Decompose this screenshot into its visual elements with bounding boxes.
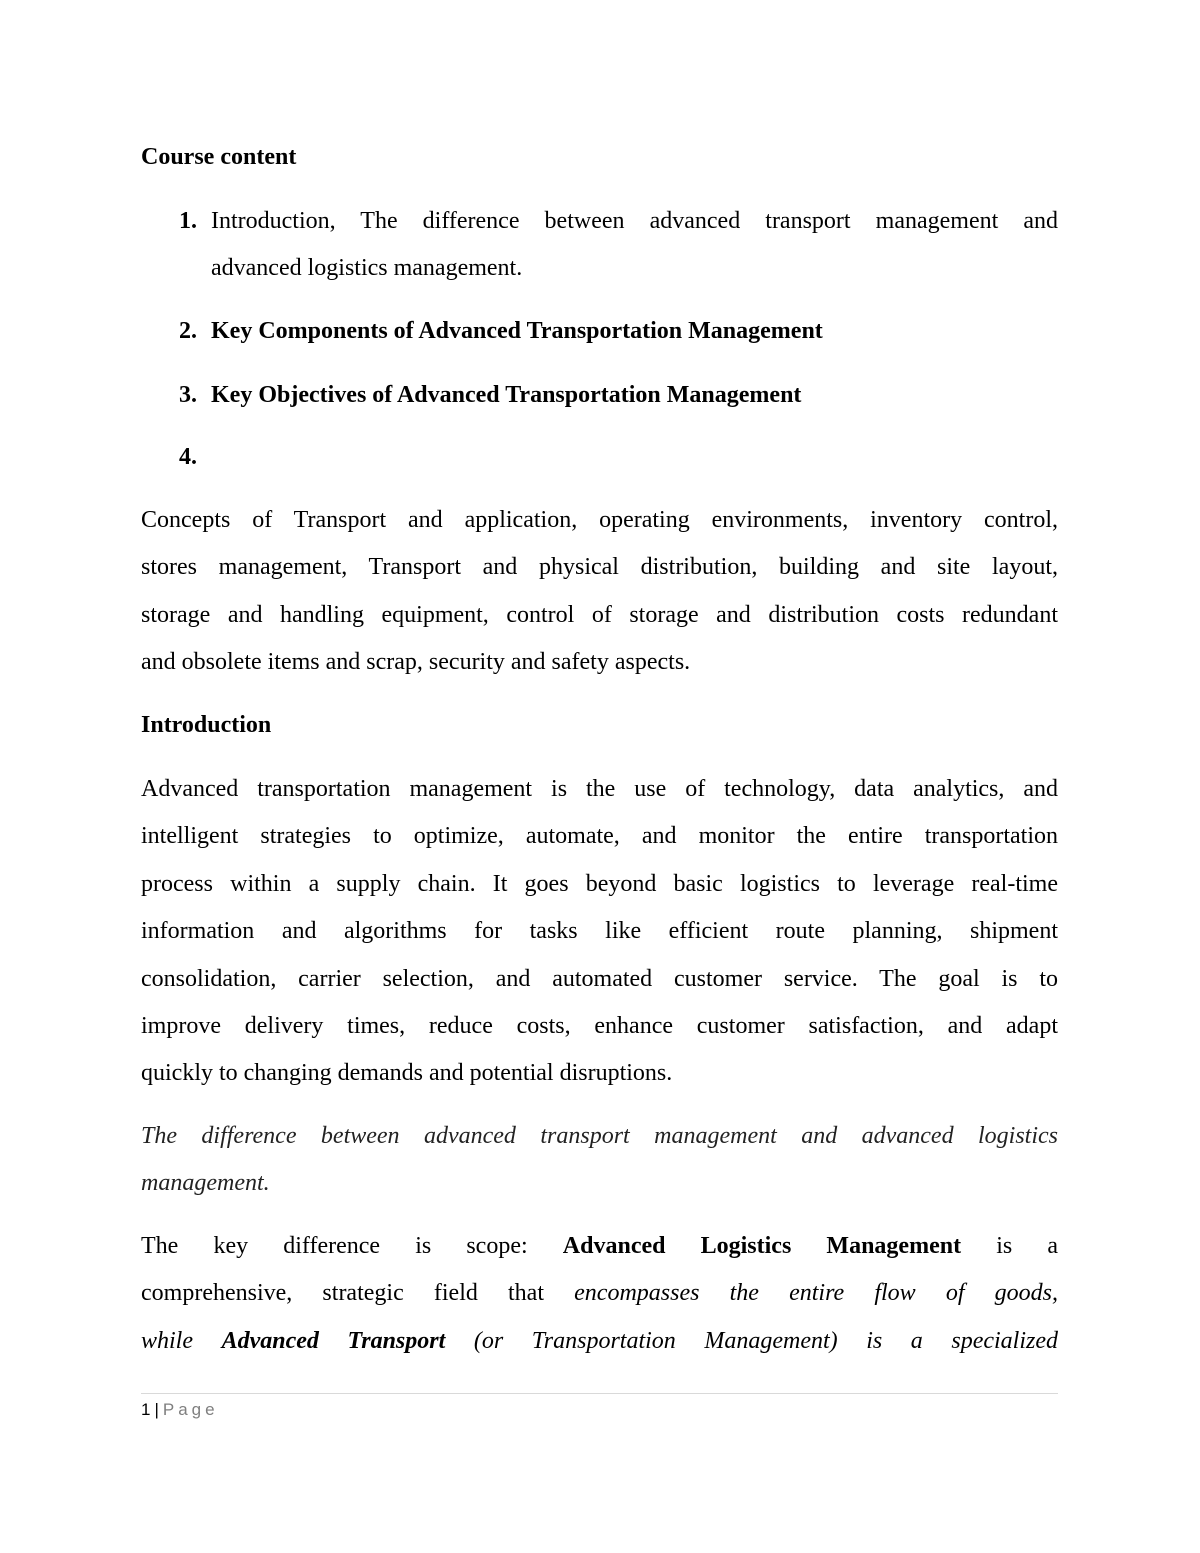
footer-separator: |	[154, 1400, 159, 1419]
italic-run: (or Transportation Management) is a specialized	[473, 1327, 1058, 1354]
text-line: Concepts of Transport and application, operating environments, inventory control,	[141, 507, 1058, 533]
page-number: 1	[141, 1400, 151, 1419]
text-run: The key difference is scope:	[141, 1233, 528, 1259]
bold-run: Advanced Logistics Management	[562, 1233, 962, 1259]
text-line	[141, 1318, 1058, 1365]
introduction-heading: Introduction	[141, 712, 272, 738]
italic-run: encompasses the entire flow of goods,	[574, 1280, 1058, 1307]
page-footer	[141, 1400, 219, 1420]
text-line: quickly to changing demands and potential disruptions.	[141, 1060, 673, 1087]
text-line: and obsolete items and scrap, security and safety aspects.	[141, 649, 691, 676]
text-line: management.	[141, 1170, 270, 1197]
text-line: stores management, Transport and physical distribution, building and site layout,	[141, 554, 1058, 581]
list-number: 3.	[179, 382, 197, 408]
concepts-paragraph	[141, 497, 1058, 687]
text-run: comprehensive, strategic field that	[141, 1280, 544, 1307]
list-number: 2.	[179, 318, 197, 344]
text-line	[141, 1223, 1058, 1270]
text-line: consolidation, carrier selection, and automated customer service. The goal is to	[141, 965, 1058, 992]
list-number: 4.	[179, 444, 197, 470]
text-run: is a	[996, 1233, 1058, 1259]
course-content-heading: Course content	[141, 144, 297, 170]
introduction-paragraph	[141, 766, 1058, 1098]
list-item-text: Key Objectives of Advanced Transportation Management	[211, 382, 802, 408]
text-line: improve delivery times, reduce costs, enhance customer satisfaction, and adapt	[141, 1012, 1058, 1039]
italic-run: while	[141, 1327, 193, 1354]
text-line: The difference between advanced transport management and advanced logistics	[141, 1123, 1058, 1149]
text-line: process within a supply chain. It goes beyond basic logistics to leverage real-time	[141, 870, 1058, 897]
list-number: 1.	[179, 208, 197, 234]
bold-italic-run: Advanced Transport	[221, 1327, 446, 1354]
list-item-text: advanced logistics management.	[211, 255, 523, 282]
list-item-text: Key Components of Advanced Transportation Management	[211, 318, 823, 344]
text-line	[141, 1270, 1058, 1317]
text-line: intelligent strategies to optimize, automate, and monitor the entire transportation	[141, 823, 1058, 850]
difference-heading	[141, 1113, 1058, 1208]
text-line: information and algorithms for tasks like efficient route planning, shipment	[141, 918, 1058, 945]
text-line: Advanced transportation management is the use of technology, data analytics, and	[141, 776, 1058, 802]
list-item-text: Introduction, The difference between advanced transport management and	[211, 208, 1058, 234]
footer-divider	[141, 1393, 1058, 1394]
difference-paragraph	[141, 1223, 1058, 1365]
text-line: storage and handling equipment, control of storage and distribution costs redundant	[141, 601, 1058, 628]
page-label: Page	[162, 1400, 219, 1419]
